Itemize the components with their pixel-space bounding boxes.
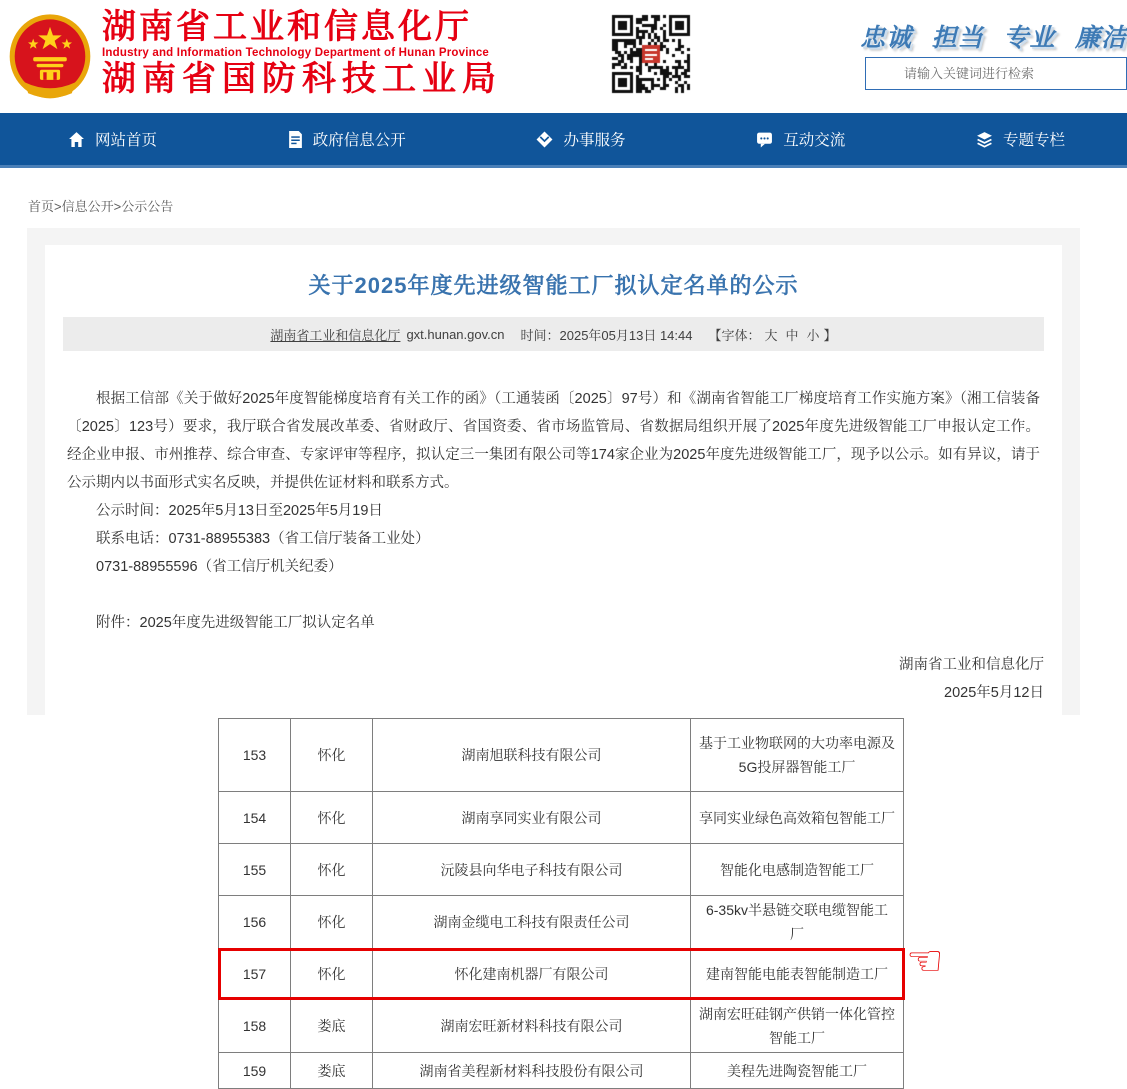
table-row xyxy=(219,949,904,999)
company-name-cell: 湖南金缆电工科技有限责任公司 xyxy=(373,896,691,949)
article-paragraph: 根据工信部《关于做好2025年度智能梯度培育有关工作的函》（工通装函〔2025〕97号）和《湖南省智能工厂梯度培育工作实施方案》（湘工信装备〔2025〕123号）要求，我厅联合省发展改革委、省财政厅、省国资委、省市场监管局、省数据局组织开展了2025年度先进级智能工厂申报认定工作。经企业申报、市州推荐、综合审查、专家评审等程序，拟认定三一集团有限公司等174家企业为2025年度先进级智能工厂，现予以公示。如有异议，请于公示期内以书面形式实名反映，并提供佐证材料和联系方式。 xyxy=(67,391,1040,491)
breadcrumb xyxy=(28,196,173,215)
article-container xyxy=(27,228,1080,715)
signature-org: 湖南省工业和信息化厅 xyxy=(899,657,1044,673)
meta-site: gxt.hunan.gov.cn xyxy=(406,326,505,342)
project-name-cell: 基于工业物联网的大功率电源及5G投屏器智能工厂 xyxy=(691,719,904,792)
row-number: 156 xyxy=(219,896,291,949)
nav-item-label: 专题专栏 xyxy=(1002,132,1065,149)
attachment-table-section xyxy=(0,715,1127,1079)
slogan-word: 专业 xyxy=(1003,24,1056,52)
factory-list-table xyxy=(218,718,904,1089)
slogan-word: 廉洁 xyxy=(1074,24,1127,52)
font-size-small-button[interactable]: 小 xyxy=(806,327,820,343)
company-name-cell: 湖南省美程新材料科技股份有限公司 xyxy=(373,1053,691,1089)
breadcrumb-item-home[interactable]: 首页 xyxy=(28,199,55,214)
row-number: 157 xyxy=(219,949,291,999)
signature-date: 2025年5月12日 xyxy=(944,685,1044,701)
city-cell: 怀化 xyxy=(291,844,373,896)
meta-time: 时间：2025年05月13日 14:44 xyxy=(520,327,693,343)
slogan-word: 担当 xyxy=(931,24,984,52)
city-cell: 娄底 xyxy=(291,999,373,1053)
attachment-line: 附件：2025年度先进级智能工厂拟认定名单 xyxy=(96,615,375,631)
nav-item-label: 政府信息公开 xyxy=(312,132,406,149)
home-icon xyxy=(68,131,85,148)
article-meta-bar xyxy=(63,317,1044,351)
table-row xyxy=(219,999,904,1053)
breadcrumb-separator: > xyxy=(54,199,62,214)
company-name-cell: 湖南宏旺新材料科技有限公司 xyxy=(373,999,691,1053)
row-number: 158 xyxy=(219,999,291,1053)
nav-item-label: 办事服务 xyxy=(563,132,626,149)
project-name-cell: 美程先进陶瓷智能工厂 xyxy=(691,1053,904,1089)
public-period-line: 公示时间：2025年5月13日至2025年5月19日 xyxy=(96,503,383,519)
project-name-cell: 湖南宏旺硅钢产供销一体化管控智能工厂 xyxy=(691,999,904,1053)
breadcrumb-item-current: 公示公告 xyxy=(121,199,174,214)
nav-item-label: 网站首页 xyxy=(95,132,158,149)
row-number: 153 xyxy=(219,719,291,792)
signature-block xyxy=(45,651,1062,707)
national-emblem-icon xyxy=(8,13,92,103)
article-card xyxy=(45,245,1062,715)
dept-name-en: Industry and Information Technology Department of Hunan Province xyxy=(102,47,490,59)
site-header xyxy=(0,0,1127,113)
search-input[interactable] xyxy=(865,57,1127,90)
defense-bureau-name: 湖南省国防科技工业局 xyxy=(102,60,502,98)
nav-item-interaction[interactable] xyxy=(756,128,845,150)
company-name-cell: 湖南享同实业有限公司 xyxy=(373,792,691,844)
company-name-cell: 湖南旭联科技有限公司 xyxy=(373,719,691,792)
font-size-label-end: 】 xyxy=(823,327,837,343)
chat-icon xyxy=(756,131,773,148)
city-cell: 娄底 xyxy=(291,1053,373,1089)
slogan-word: 忠诚 xyxy=(860,24,913,52)
breadcrumb-item-info[interactable]: 信息公开 xyxy=(61,199,114,214)
article-body xyxy=(67,385,1040,637)
project-name-cell: 6-35kv半悬链交联电缆智能工厂 xyxy=(691,896,904,949)
document-icon xyxy=(288,131,303,148)
nav-item-gov-info[interactable] xyxy=(288,128,406,150)
nav-item-special-columns[interactable] xyxy=(976,128,1065,150)
table-row xyxy=(219,1053,904,1089)
company-name-cell: 怀化建南机器厂有限公司 xyxy=(373,949,691,999)
site-masthead xyxy=(102,8,502,98)
project-name-cell: 建南智能电能表智能制造工厂 xyxy=(691,949,904,999)
font-size-large-button[interactable]: 大 xyxy=(764,327,778,343)
table-row xyxy=(219,719,904,792)
nav-item-home[interactable] xyxy=(68,128,157,150)
page-title: 关于2025年度先进级智能工厂拟认定名单的公示 xyxy=(308,273,799,298)
city-cell: 怀化 xyxy=(291,896,373,949)
nav-item-label: 互动交流 xyxy=(783,132,846,149)
service-icon xyxy=(536,131,553,148)
breadcrumb-separator: > xyxy=(113,199,122,214)
project-name-cell: 智能化电感制造智能工厂 xyxy=(691,844,904,896)
contact-phone-line: 联系电话：0731-88955383（省工信厅装备工业处） xyxy=(96,531,430,547)
factory-table-body xyxy=(219,719,904,1089)
row-number: 154 xyxy=(219,792,291,844)
columns-icon xyxy=(976,131,993,148)
font-size-medium-button[interactable]: 中 xyxy=(785,327,799,343)
meta-source-link[interactable]: 湖南省工业和信息化厅 xyxy=(270,327,401,343)
city-cell: 怀化 xyxy=(291,949,373,999)
font-size-label: 【字体： xyxy=(708,327,761,343)
city-cell: 怀化 xyxy=(291,719,373,792)
pointer-hand-icon: ☜ xyxy=(906,936,944,985)
dept-name-cn: 湖南省工业和信息化厅 xyxy=(102,8,472,46)
project-name-cell: 享同实业绿色高效箱包智能工厂 xyxy=(691,792,904,844)
row-number: 159 xyxy=(219,1053,291,1089)
table-row xyxy=(219,896,904,949)
city-cell: 怀化 xyxy=(291,792,373,844)
table-row xyxy=(219,792,904,844)
nav-item-services[interactable] xyxy=(536,128,625,150)
main-navbar xyxy=(0,113,1127,168)
slogan-banner xyxy=(860,18,1127,54)
table-row xyxy=(219,844,904,896)
row-number: 155 xyxy=(219,844,291,896)
company-name-cell: 沅陵县向华电子科技有限公司 xyxy=(373,844,691,896)
contact-phone-line2: 0731-88955596（省工信厅机关纪委） xyxy=(96,559,343,575)
qr-code xyxy=(611,14,691,98)
